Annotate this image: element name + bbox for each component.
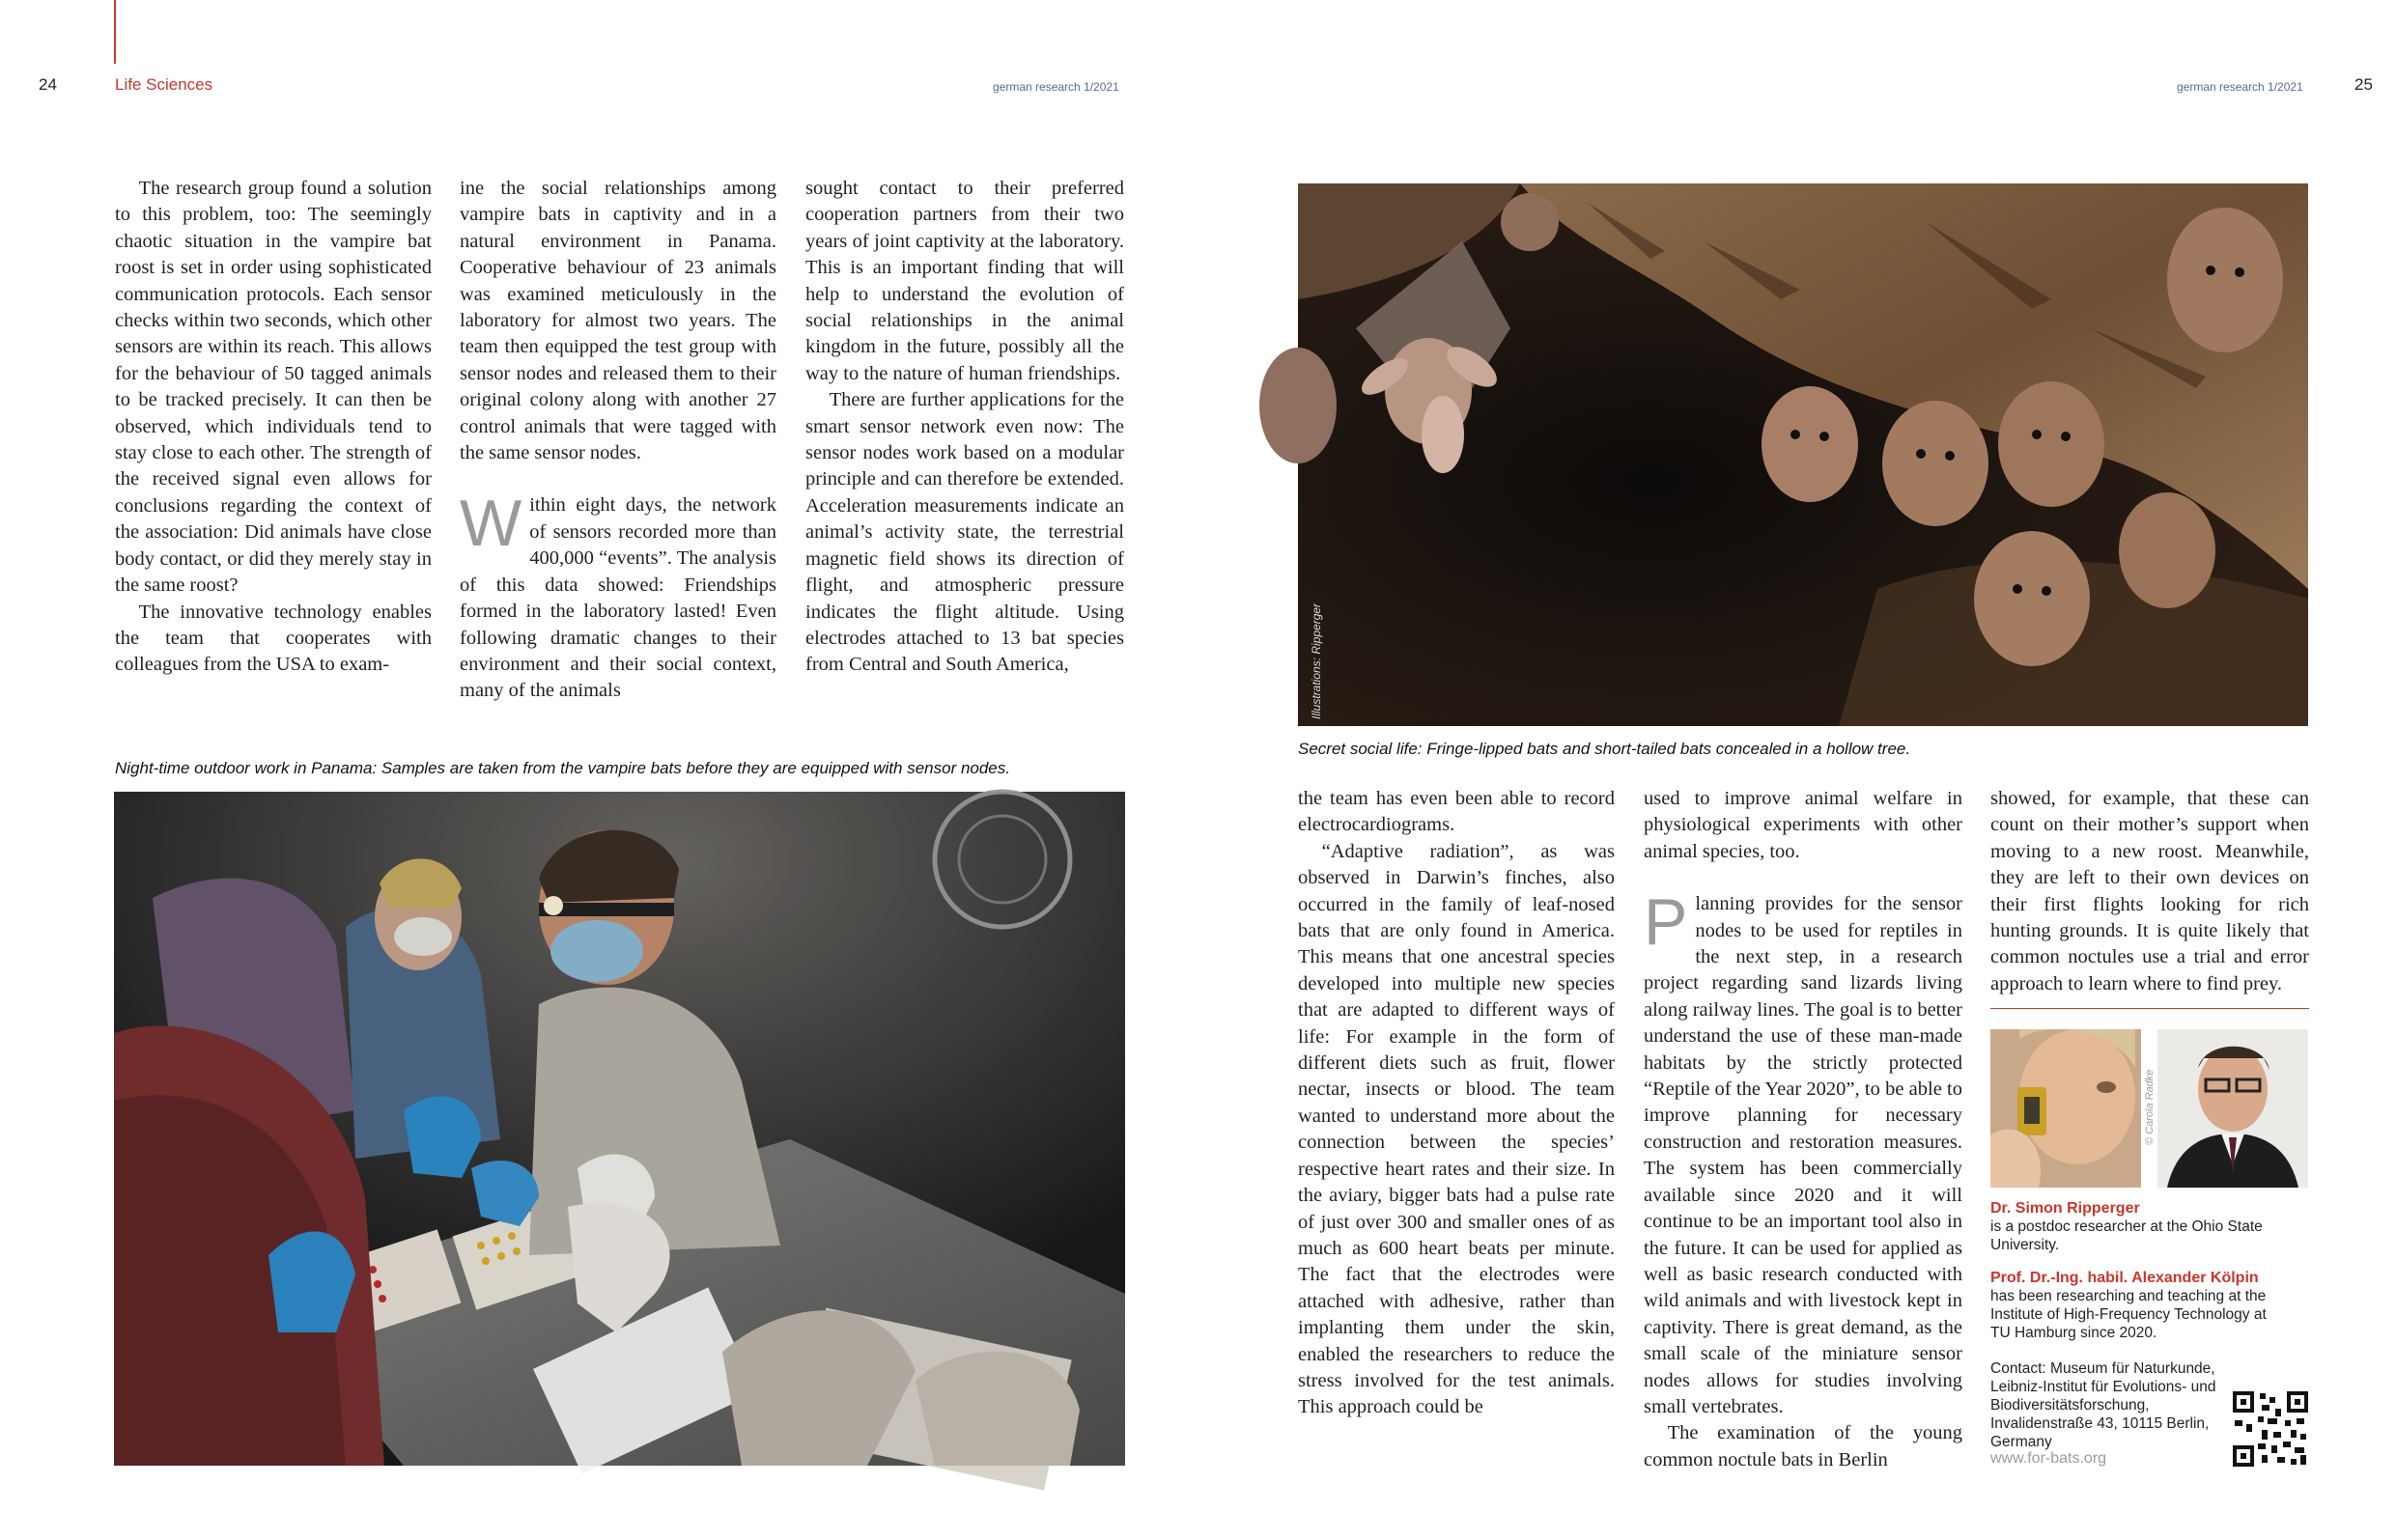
author-2 bbox=[1990, 1270, 2309, 1342]
paragraph: “Adaptive radiation”, as was observed in Darwin’s finches, also occurred in the family of leaf-nosed bats that are only found in America. This means that one ancestral species developed into multiple new species that are adapted to different ways of life: For example in the form of different diets such as fruit, flower nectar, insects or blood. The team wanted to understand more about the connection between the species’ respective heart rates and their size. In the aviary, bigger bats had a pulse rate of just over 300 and smaller ones of as much as 600 heart beats per minute. The fact that the electrodes were attached with adhesive, rather than implanting them under the skin, enabled the researchers to reduce the stress involved for the test animals. This approach could be bbox=[1298, 840, 1615, 1418]
right-page-number: 25 bbox=[2354, 75, 2373, 94]
left-column-1 bbox=[115, 176, 432, 679]
portrait-koelpin-illustration bbox=[2157, 1029, 2308, 1188]
left-page-number: 24 bbox=[39, 75, 57, 94]
author-name: Prof. Dr.-Ing. habil. Alexander Kölpin bbox=[1990, 1270, 2259, 1286]
dropcap-paragraph bbox=[1644, 885, 1962, 1420]
paragraph: sought contact to their preferred cooperation partners from their two years of joint captivity at the laboratory. This is an important finding that will help to understand the evolution of social relationships in the animal kingdom in the future, possibly all the way to the nature of human friendships. bbox=[805, 178, 1124, 384]
portrait-ripperger-illustration bbox=[1990, 1029, 2141, 1188]
author-1 bbox=[1990, 1200, 2309, 1254]
paragraph-text: ithin eight days, the network of sensors recorded more than 400,000 “events”. The analysis of this data showed: Friendships formed in the laboratory lasted! Even following dramatic changes to their environment and their social context, many of the animals bbox=[460, 494, 776, 702]
photo-credit: Illustrations: Ripperger bbox=[1310, 602, 1323, 719]
portrait-ripperger bbox=[1990, 1029, 2141, 1188]
left-column-2 bbox=[460, 176, 776, 705]
portrait-koelpin bbox=[2144, 1029, 2308, 1188]
portrait-credit: © Carola Radke bbox=[2144, 1069, 2156, 1145]
dropcap-letter: W bbox=[460, 487, 522, 561]
author-name: Dr. Simon Ripperger bbox=[1990, 1200, 2140, 1217]
author-box-rule bbox=[1990, 1008, 2309, 1009]
section-title: Life Sciences bbox=[115, 75, 213, 94]
running-title-right: german research 1/2021 bbox=[2177, 80, 2303, 94]
paragraph: There are further applications for the smart sensor network even now: The sensor nodes work based on a modular principle and can therefore be extended. Acceleration measurements indicate an animal’s activity state, the terrestrial magnetic field shows its direction of flight, and atmospheric pressure indicates the flight altitude. Using electrodes attached to 13 bat species from Central and South America, bbox=[805, 389, 1124, 676]
paragraph: The research group found a solution to this problem, too: The seemingly chaotic situation in the vampire bat roost is set in order using sophisticated communication protocols. Each sensor checks within two seconds, which other sensors are within its reach. This allows for the behaviour of 50 tagged animals to be tracked precisely. It can then be observed, which individuals tend to stay close to each other. The strength of the received signal even allows for conclusions regarding the context of the association: Did animals have close body contact, or did they merely stay in the same roost? bbox=[115, 178, 432, 597]
qr-code-icon bbox=[2233, 1391, 2308, 1467]
paragraph: The examination of the young common noctule bats in Berlin bbox=[1644, 1422, 1962, 1470]
paragraph-text: lanning provides for the sensor nodes to be used for reptiles in the next step, in a research project regarding sand lizards living along railway lines. The goal is to better understand the use of these man-made habitats by the strictly protected “Reptile of the Year 2020”, to be able to improve planning for necessary construction and restoration measures. The system has been commercially available since 2020 and it will continue to be an important tool also in the future. It can be used for applied as well as basic research conducted with wild animals and with livestock kept in captivity. There is great demand, as the small scale of the miniature sensor nodes allows for studies involving small vertebrates. bbox=[1644, 893, 1962, 1417]
website-link[interactable]: www.for-bats.org bbox=[1990, 1450, 2107, 1467]
left-column-3 bbox=[805, 176, 1124, 679]
qr-code[interactable] bbox=[2233, 1391, 2308, 1467]
paragraph: the team has even been able to record electrocardiograms. bbox=[1298, 788, 1615, 836]
dropcap-letter: P bbox=[1644, 885, 1688, 960]
running-title-left: german research 1/2021 bbox=[993, 80, 1119, 94]
right-column-2 bbox=[1644, 786, 1962, 1473]
paragraph: The innovative technology enables the team that cooperates with colleagues from the USA to exam- bbox=[115, 601, 432, 676]
paragraph: showed, for example, that these can count on their mother’s support when moving to a new roost. Meanwhile, they are left to their own devices on their first flights looking for rich hunting grounds. It is quite likely that common noctules use a trial and error approach to learn where to find prey. bbox=[1990, 788, 2309, 994]
right-column-3 bbox=[1990, 786, 2309, 997]
top-left-rule bbox=[114, 0, 116, 64]
paragraph: used to improve animal welfare in physiological experiments with other animal species, too. bbox=[1644, 788, 1962, 862]
lab-photo-illustration bbox=[114, 792, 1125, 1466]
author-description: is a postdoc researcher at the Ohio State University. bbox=[1990, 1218, 2263, 1253]
photo-caption-right: Secret social life: Fringe-lipped bats and short-tailed bats concealed in a hollow tree. bbox=[1298, 740, 1911, 758]
photo-caption-left: Night-time outdoor work in Panama: Samples are taken from the vampire bats before they are equipped with sensor nodes. bbox=[115, 759, 1010, 777]
bat-roost-illustration bbox=[1298, 183, 2308, 726]
paragraph: ine the social relationships among vampire bats in captivity and in a natural environment in Panama. Cooperative behaviour of 23 animals was examined meticulously in the laboratory for almost two years. The team then equipped the test group with sensor nodes and released them to their original colony along with another 27 control animals that were tagged with the same sensor nodes. bbox=[460, 178, 776, 464]
lab-photo bbox=[114, 792, 1125, 1466]
dropcap-paragraph bbox=[460, 487, 776, 704]
author-description: has been researching and teaching at the Institute of High-Frequency Technology at TU Hamburg since 2020. bbox=[1990, 1288, 2267, 1341]
bat-roost-photo bbox=[1298, 183, 2308, 726]
contact-text: Contact: Museum für Naturkunde, Leibniz-Institut für Evolutions- und Biodiversitätsforschung, Invalidenstraße 43, 10115 Berlin, Germany bbox=[1990, 1360, 2216, 1450]
right-column-1 bbox=[1298, 786, 1615, 1421]
